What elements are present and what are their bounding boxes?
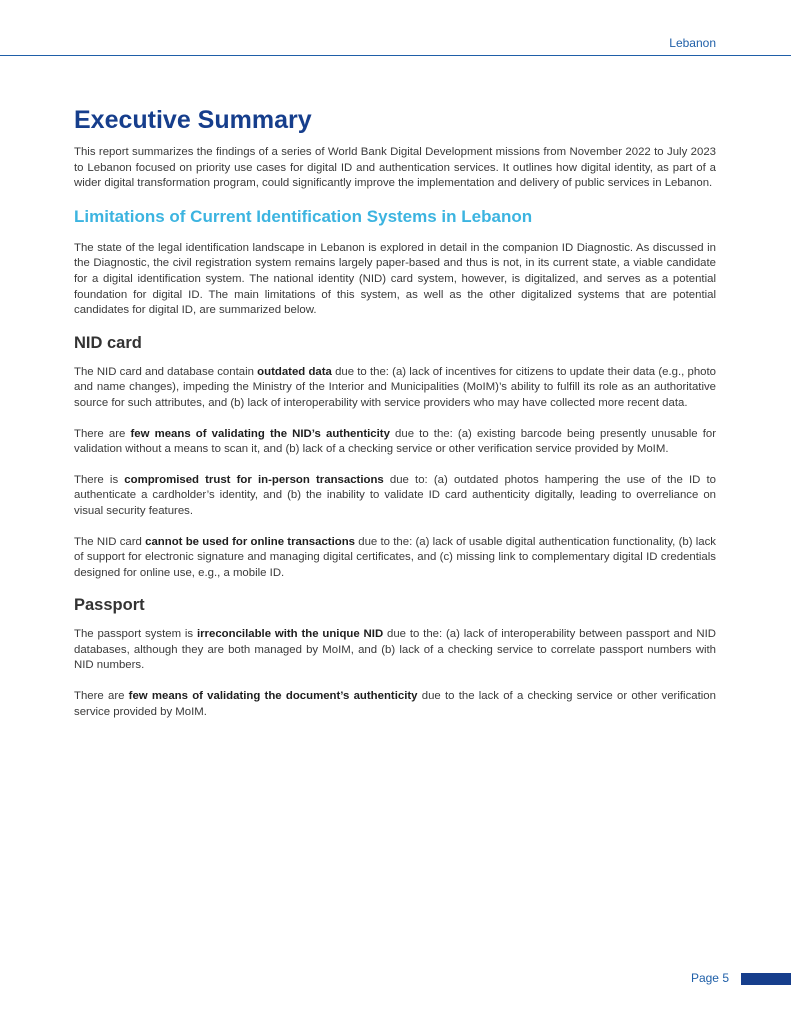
section-paragraph: The state of the legal identification landscape in Lebanon is explored in detail in the companion ID Diagnostic. As discussed in the Diagnostic, the civil registration system remains largely paper-based and thus is not, in its current state, a viable candidate for a digital identification system. The national identity (NID) card system, however, is digitalized, and serves as a potential foundation for digital ID. The main limitations of this system, as well as the other digitalized systems that are potential candidates for digital ID, are summarized below.	[74, 241, 716, 317]
header-rule	[0, 55, 791, 56]
nid-heading: NID card	[74, 333, 142, 352]
nid-paragraph-4: The NID card cannot be used for online transactions due to the: (a) lack of usable digital authentication functionality, (b) lack of support for electronic signature and managing digital certificates, and (c) missing link to complementary digital ID credentials designed for online use, e.g., a mobile ID.	[74, 535, 716, 579]
page-content	[74, 106, 716, 735]
header-country: Lebanon	[669, 36, 716, 50]
passport-paragraph-2: There are few means of validating the document’s authenticity due to the lack of a checking service or other verification service provided by MoIM.	[74, 690, 716, 718]
passport-paragraph-1: The passport system is irreconcilable with the unique NID due to the: (a) lack of interoperability between passport and NID databases, although they are both managed by MoIM, and (b) lack of a checking service to correlate passport numbers with NID numbers.	[74, 628, 716, 672]
passport-heading: Passport	[74, 596, 145, 615]
nid-paragraph-2: There are few means of validating the NID’s authenticity due to the: (a) existing barcode being presently unusable for validation without a means to scan it, and (b) lack of a checking service or other verification service provided by MoIM.	[74, 427, 716, 456]
page-number: Page 5	[690, 971, 729, 985]
section-heading: Limitations of Current Identification Systems in Lebanon	[74, 206, 533, 226]
intro-paragraph: This report summarizes the findings of a series of World Bank Digital Development missions from November 2022 to July 2023 to Lebanon focused on priority use cases for digital ID and authentication services. It outlines how digital identity, as part of a wider digital transformation program, could significantly improve the implementation and delivery of public services in Lebanon.	[74, 146, 716, 190]
footer-accent-bar	[741, 973, 791, 985]
nid-paragraph-3: There is compromised trust for in-person transactions due to: (a) outdated photos hampering the use of the ID to authenticate a cardholder’s identity, and (b) the inability to validate ID card authenticity digitally, leading to overreliance on visual security features.	[74, 473, 716, 517]
nid-paragraph-1: The NID card and database contain outdated data due to the: (a) lack of incentives for citizens to update their data (e.g., photo and name changes), impeding the Ministry of the Interior and Municipalities (MoIM)’s ability to fulfill its role as an authoritative source for such attributes, and (b) lack of interoperability with service providers who may have collected more recent data.	[74, 365, 716, 409]
page-title: Executive Summary	[74, 106, 312, 134]
